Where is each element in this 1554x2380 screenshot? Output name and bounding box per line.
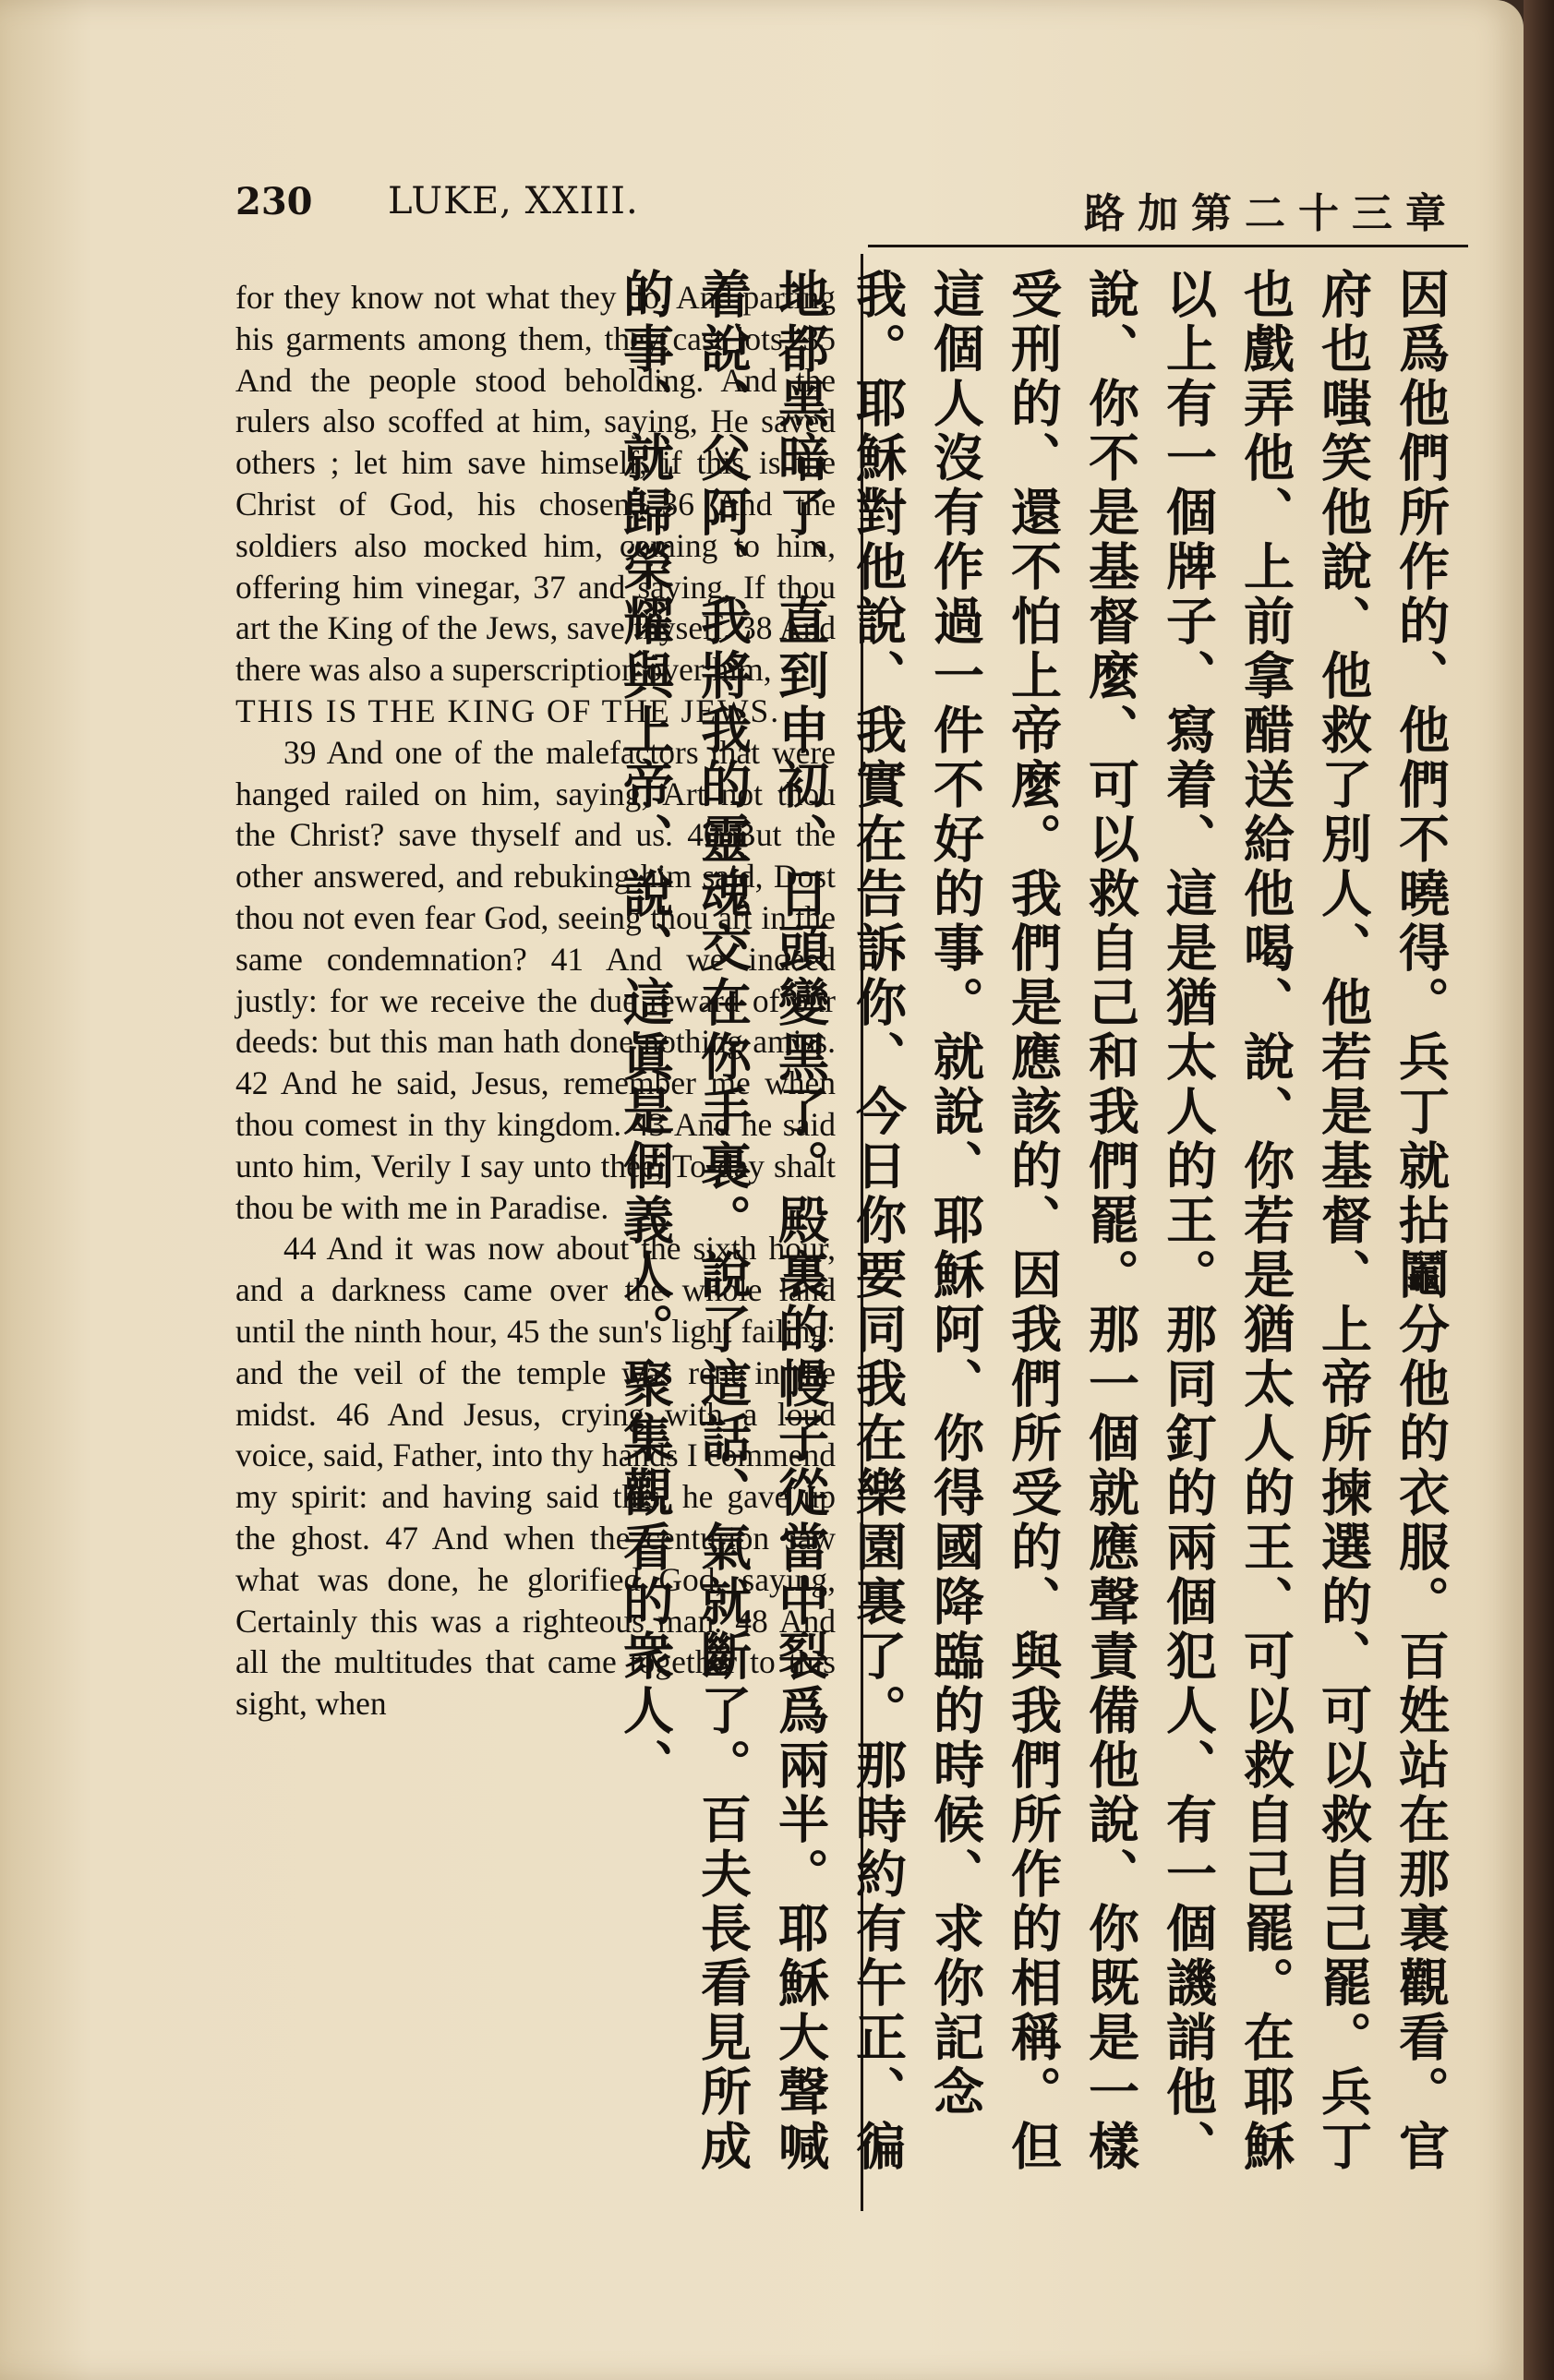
english-paragraph: 44 And it was now about the sixth hour, and a darkness came over the whole land until the ninth hour, 45 the sun's light failing: and the veil of the temple was rent in the midst. 46 And Jesus, crying with a loud voice, said, Father, into thy hands I commend my spirit: and having said this, he gave up the ghost. 47 And when the centurion saw what was done, he glorified God, saying, Certainly this was a righteous man. 48 And all the multitudes that came together to this sight, when xyxy=(235,1230,836,1723)
chinese-chapter-title: 路加第二十三章 xyxy=(1084,190,1459,237)
header-rule xyxy=(868,245,1468,247)
book-spine xyxy=(1524,0,1554,2380)
english-paragraph: for they know not what they do. And parting his garments among them, they cast lots. 35 And the people stood beholding. And the rulers also scoffed at him, saying, He saved others ; let him save himself, if this is the Christ of God, his chosen. 36 And the soldiers also mocked him, coming to him, offering him vinegar, 37 and saying, If thou art the King of the Jews, save thyself. 38 And there was also a superscription over him, xyxy=(235,279,836,689)
english-paragraph: 39 And one of the malefactors that were hanged railed on him, saying, Art not thou the Christ? save thyself and us. 40 But the other answered, and rebuking him said, Dost thou not even fear God, seeing thou art in the same condemnation? 41 And we indeed justly: for we receive the due reward of our deeds: but this man hath done nothing amiss. 42 And he said, Jesus, remember me when thou comest in thy kingdom. 43 And he said unto him, Verily I say unto thee, To-day shalt thou be with me in Paradise. xyxy=(235,733,836,1226)
page-number: 230 xyxy=(235,180,313,223)
superscription-line: THIS IS THE KING OF THE JEWS. xyxy=(235,691,781,729)
running-header xyxy=(235,180,1459,245)
chinese-column: 因爲他們所作的、他們不曉得。兵丁就拈鬮分他的衣服。百姓站在那裏觀看。官府也嗤笑他說、他救了別人、他若是基督、上帝所揀選的、可以救自己罷。兵丁也戲弄他、上前拿醋送給他喝、說、你若是猶太人的王、可以救自己罷。在耶穌以上有一個牌子、寫着、這是猶太人的王。那同釘的兩個犯人、有一個譏誚他、說、你不是基督麼、可以救自己和我們罷。那一個就應聲責備他說、你既是一樣受刑的、還不怕上帝麼。我們是應該的、因我們所受的、與我們所作的相稱。但這個人沒有作過一件不好的事。就說、耶穌阿、你得國降臨的時候、求你記念我。耶穌對他說、我實在告訴你、今日你要同我在樂園裏了。那時約有午正、徧地都黑暗了、直到申初、日頭變黑了。殿裏的幔子從當中裂爲兩半。耶穌大聲喊着說、父阿、我將我的靈魂交在你手裏。說了這話、氣就斷了。百夫長看見所成的事、就歸榮耀與上帝、說、這眞是個義人。聚集觀看的衆人、 xyxy=(615,268,1450,2174)
book-chapter-title: LUKE, XXIII. xyxy=(388,180,639,222)
